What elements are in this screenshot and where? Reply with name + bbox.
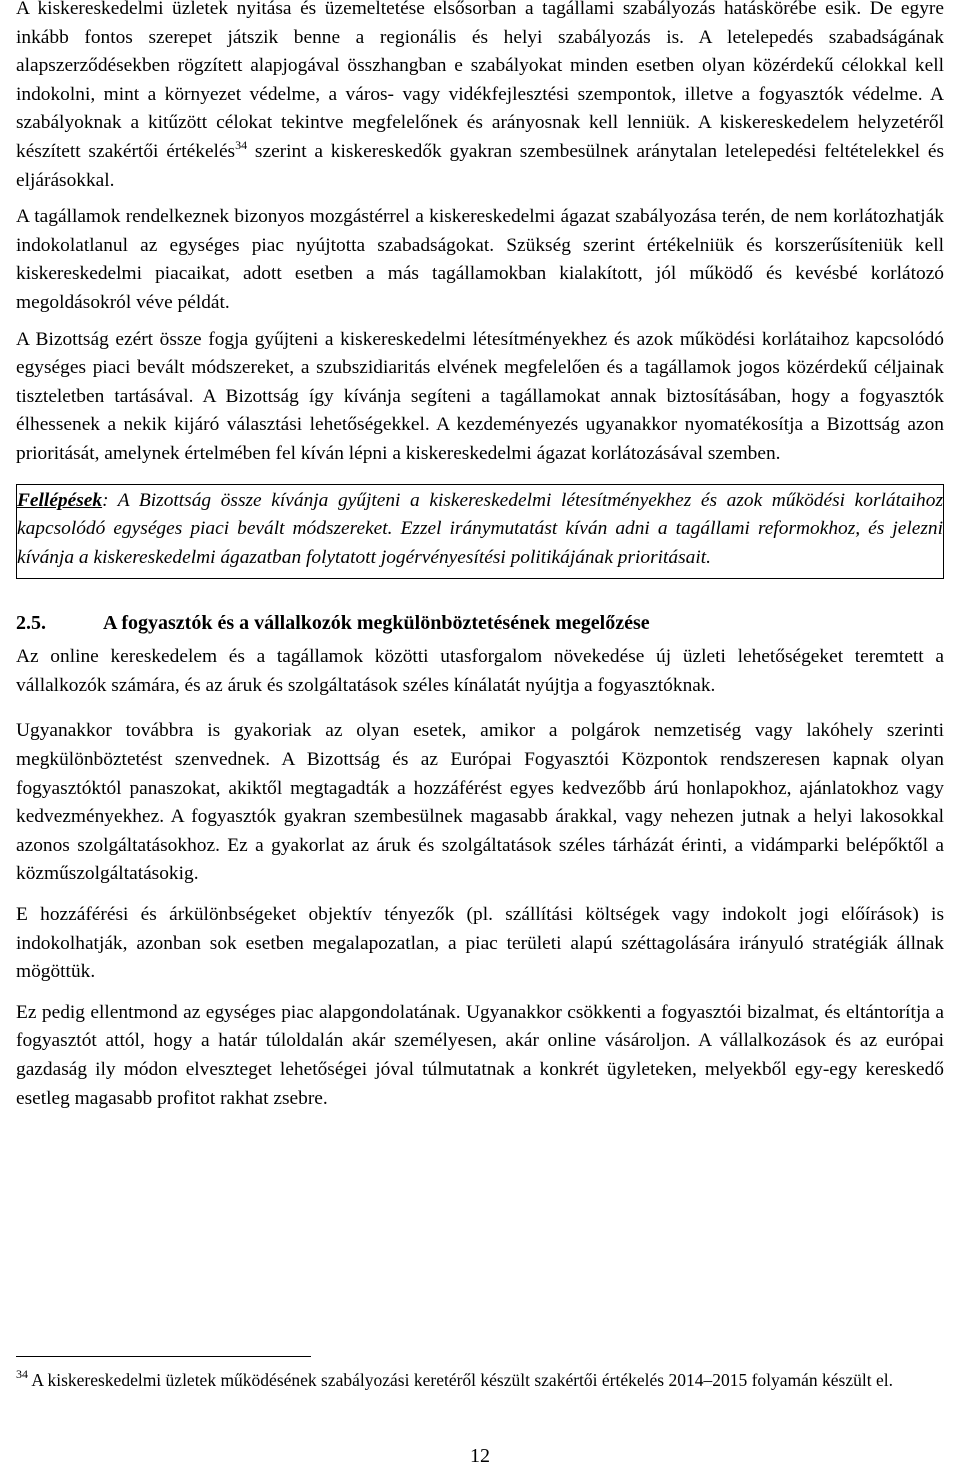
footnote-number: 34 (16, 1367, 28, 1381)
section-heading (16, 609, 944, 637)
footnote-separator (16, 1356, 311, 1357)
actions-paragraph (17, 487, 943, 573)
actions-box (16, 484, 944, 580)
footnote-reference[interactable]: 34 (235, 137, 248, 152)
footnote-text: A kiskereskedelmi üzletek működésének szabályozási keretéről készült szakértői értékelés 2014–2015 folyamán készült el. (28, 1370, 893, 1390)
paragraph-access-differences: E hozzáférési és árkülönbségeket objektív tényezők (pl. szállítási költségek vagy indokolt jogi előírások) is indokolhatják, azonban sok esetben megalapozatlan, a piac területi alapú széttagolására irányuló stratégiák állnak mögöttük. (16, 904, 944, 983)
actions-label: Fellépések (17, 489, 103, 511)
section-title: A fogyasztók és a vállalkozók megkülönböztetésének megelőzése (103, 612, 650, 635)
paragraph-retail-regulation (16, 0, 944, 195)
actions-text: : A Bizottság össze kívánja gyűjteni a kiskereskedelmi létesítményekhez és azok működési korlátaihoz kapcsolódó egységes piaci bevált módszereket. Ezzel iránymutatást kíván adni a tagállami reformokhoz, és jelezni kívánja a kiskereskedelmi ágazatban folytatott jogérvényesítési politikájának prioritásait. (17, 489, 943, 568)
paragraph-discrimination-cases: Ugyanakkor továbbra is gyakoriak az olyan esetek, amikor a polgárok nemzetiség vagy lakóhely szerinti megkülönböztetést szenvednek. A Bizottság és az Európai Fogyasztói Központok rendszeresen kapnak olyan fogyasztóktól panaszokat, akiktől megtagadták a hozzáférést egyes kedvezőbb árú honlapokhoz, ajánlatokhoz vagy kedvezményekhez. A fogyasztók gyakran szembesülnek magasabb árakkal, vagy nehezen jutnak a helyi lakosokkal azonos szolgáltatásokhoz. Ez a gyakorlat az áruk és szolgáltatások széles tárházát érinti, a vidámparki belépőktől a közműszolgáltatásokig. (16, 720, 944, 885)
section-number: 2.5. (16, 612, 46, 635)
paragraph-text: szerint a kiskereskedők gyakran szembesülnek aránytalan letelepedési feltételekkel és eljárásokkal. (16, 140, 944, 191)
page-number: 12 (470, 1445, 490, 1467)
paragraph-single-market: Ez pedig ellentmond az egységes piac alapgondolatának. Ugyanakkor csökkenti a fogyasztói bizalmat, és eltántorítja a fogyasztót attól, hogy a határ túloldalán akár személyesen, akár online vásároljon. A vállalkozások és az európai gazdaság ily módon elveszteget lehetőségei jóval túlmutatnak a konkrét ügyleteken, melyekből egy-egy kereskedő esetleg magasabb profitot rakhat zsebre. (16, 1001, 944, 1109)
paragraph-commission-best-practices: A Bizottság ezért össze fogja gyűjteni a kiskereskedelmi létesítményekhez és azok működési korlátaihoz kapcsolódó egységes piaci bevált módszereket, a szubszidiaritás elvének megfelelően és a tagállamok jogos közérdekű céljainak tiszteletben tartásával. A Bizottság így kívánja segíteni a tagállamokat annak biztosításában, hogy a fogyasztók élhessenek a nekik kijáró választási lehetőségekkel. A kezdeményezés ugyanakkor nyomatékosítja a Bizottság azon prioritását, amelynek értelmében fel kíván lépni a kiskereskedelmi ágazat korlátozásával szemben. (16, 328, 944, 464)
document-page (16, 0, 944, 1113)
paragraph-member-states: A tagállamok rendelkeznek bizonyos mozgástérrel a kiskereskedelmi ágazat szabályozása terén, de nem korlátozhatják indokolatlanul az egységes piac nyújtotta szabadságokat. Szükség szerint értékelniük és korszerűsíteniük kell kiskereskedelmi piacaikat, adott esetben a más tagállamokban kialakított, jól működő és kevésbé korlátozó megoldásokról véve példát. (16, 206, 944, 313)
paragraph-online-commerce: Az online kereskedelem és a tagállamok közötti utasforgalom növekedése új üzleti lehetőségeket teremtett a vállalkozók számára, és az áruk és szolgáltatások széles kínálatát nyújtja a fogyasztóknak. (16, 646, 944, 696)
paragraph-text: A kiskereskedelmi üzletek nyitása és üzemeltetése elsősorban a tagállami szabályozás hatáskörébe esik. De egyre inkább fontos szerepet játszik benne a regionális és helyi szabályozás is. A letelepedés szabadságának alapszerződésekben rögzített alapjogával összhangban e szabályokat minden esetben olyan közérdekű célokkal kell indokolni, mint a környezet védelme, a város- vagy vidékfejlesztési szempontok, illetve a fogyasztók védelme. A szabályoknak a kitűzött célokat tekintve megfelelőnek és arányosnak kell lenniük. A kiskereskedelem helyzetéről készített szakértői értékelés (16, 0, 944, 162)
footnote (16, 1366, 944, 1394)
